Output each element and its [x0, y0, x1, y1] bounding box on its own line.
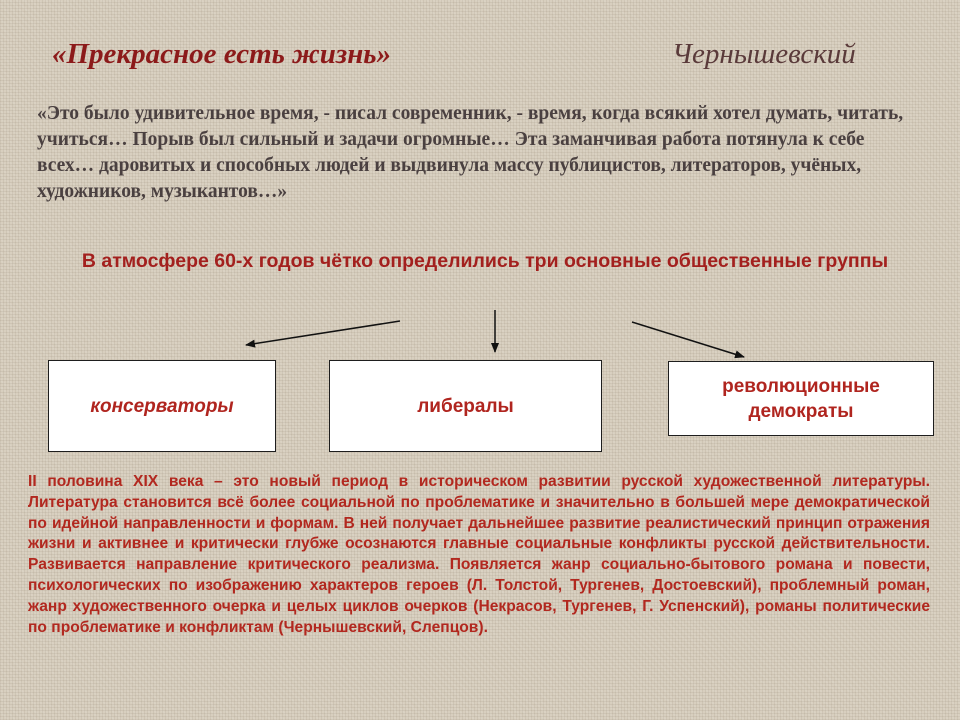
arrow-to-democrats	[632, 322, 744, 357]
group-label-liberals: либералы	[417, 395, 514, 417]
quote-text: «Это было удивительное время, - писал современник, - время, когда всякий хотел думать, читать, учиться… Порыв был сильный и задачи огромные… Эта заманчивая работа потянула к себе всех… даровитых и способных людей и выдвинула массу публицистов, литераторов, учёных, художников, музыкантов…»	[37, 103, 904, 202]
group-box-conservatives	[48, 360, 276, 452]
group-box-liberals	[329, 360, 602, 452]
groups-heading: В атмосфере 60-х годов чётко определились три основные общественные группы	[81, 250, 889, 272]
group-label-revolutionary-democrats: революционные демократы	[722, 375, 880, 422]
author-name: Чернышевский	[672, 38, 856, 70]
slide-title: «Прекрасное есть жизнь»	[52, 38, 392, 70]
group-box-revolutionary-democrats	[668, 361, 934, 436]
group-label-conservatives: консерваторы	[90, 395, 234, 417]
body-paragraph: II половина XIX века – это новый период в историческом развитии русской художественной литературы. Литература становится всё более социальной по проблематике и значительно в большей мере демократической по идейной направленности и формам. В ней получает дальнейшее развитие реалистический принцип отражения жизни и активнее и критически глубже осознаются главные социальные конфликты русской действительности. Развивается направление критического реализма. Появляется жанр социально-бытового романа и повести, психологических по изображению характеров героев (Л. Толстой, Тургенев, Достоевский), проблемный роман, жанр художественного очерка и целых циклов очерков (Некрасов, Тургенев, Г. Успенский), романы политические по проблематике и конфликтам (Чернышевский, Слепцов).	[28, 473, 930, 636]
arrow-to-conservatives	[246, 321, 400, 345]
